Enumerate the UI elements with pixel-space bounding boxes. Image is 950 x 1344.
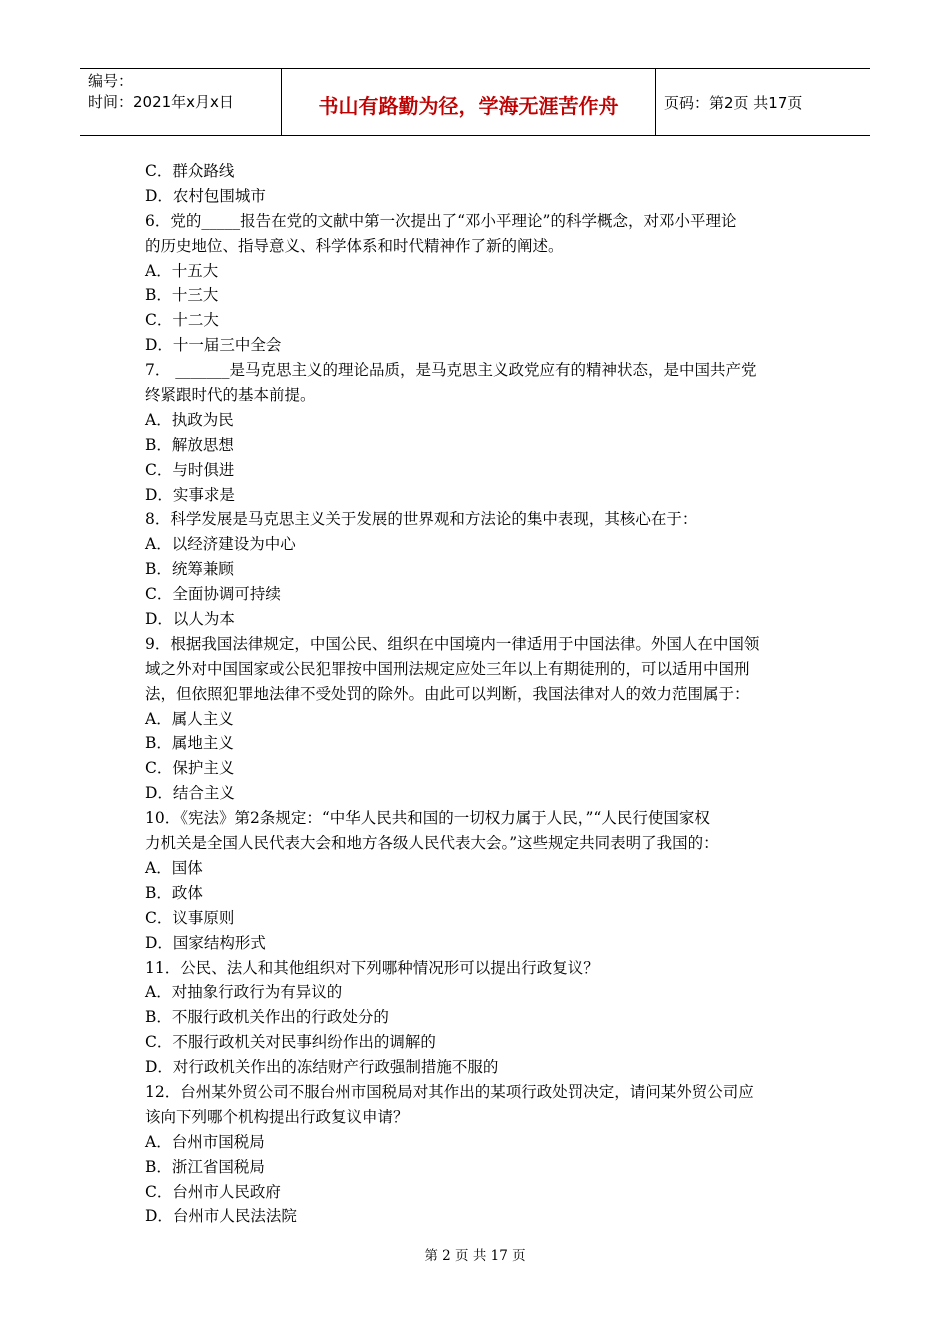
text-line: C．十二大 <box>145 311 219 330</box>
text-line: C．不服行政机关对民事纠纷作出的调解的 <box>145 1033 436 1052</box>
text-line: 9．根据我国法律规定，中国公民、组织在中国境内一律适用于中国法律。外国人在中国领 <box>145 634 760 653</box>
text-line: C．全面协调可持续 <box>145 585 281 604</box>
text-line: D．结合主义 <box>145 784 235 803</box>
text-line: 12．台州某外贸公司不服台州市国税局对其作出的某项行政处罚决定，请问某外贸公司应 <box>145 1082 754 1101</box>
text-line: 10．《宪法》第2条规定：“中华人民共和国的一切权力属于人民，”“人民行使国家权 <box>145 809 710 828</box>
text-line: C．台州市人民政府 <box>145 1182 281 1201</box>
text-line: C．与时俱进 <box>145 460 235 479</box>
text-line: 6．党的_____报告在党的文献中第一次提出了“邓小平理论”的科学概念，对邓小平理论 <box>145 211 737 230</box>
text-line: 该向下列哪个机构提出行政复议申请？ <box>145 1107 409 1126</box>
text-line: A．十五大 <box>145 261 219 280</box>
page-header <box>80 68 870 136</box>
page-footer: 第 2 页 共 17 页 <box>424 1248 526 1264</box>
text-line: A．台州市国税局 <box>145 1132 265 1151</box>
text-line: B．不服行政机关作出的行政处分的 <box>145 1008 389 1027</box>
text-line: B．浙江省国税局 <box>145 1157 265 1176</box>
text-line: 的历史地位、指导意义、科学体系和时代精神作了新的阐述。 <box>145 236 564 255</box>
text-line: 法，但依照犯罪地法律不受处罚的除外。由此可以判断，我国法律对人的效力范围属于： <box>145 684 750 703</box>
text-line: D．以人为本 <box>145 610 235 629</box>
text-line: 8．科学发展是马克思主义关于发展的世界观和方法论的集中表现，其核心在于： <box>145 510 698 529</box>
text-line: D．对行政机关作出的冻结财产行政强制措施不服的 <box>145 1058 499 1077</box>
text-line: 终紧跟时代的基本前提。 <box>145 386 316 405</box>
text-line: A．国体 <box>145 858 203 877</box>
text-line: B．解放思想 <box>145 435 234 454</box>
document-body <box>145 159 810 1229</box>
text-line: B．十三大 <box>145 286 219 305</box>
text-line: B．统筹兼顾 <box>145 560 234 579</box>
text-line: D．国家结构形式 <box>145 933 266 952</box>
text-line: A．以经济建设为中心 <box>145 535 296 554</box>
text-line: D．实事求是 <box>145 485 235 504</box>
text-line: A．属人主义 <box>145 709 234 728</box>
text-line: 11．公民、法人和其他组织对下列哪种情况形可以提出行政复议？ <box>145 958 599 977</box>
header-page-info: 页码：第2页 共17页 <box>664 93 803 112</box>
text-line: A．对抽象行政行为有异议的 <box>145 983 343 1002</box>
text-line: A．执政为民 <box>145 410 234 429</box>
header-meta <box>80 69 282 135</box>
document-time-label: 时间：2021年x月x日 <box>88 93 234 111</box>
header-motto: 书山有路勤为径，学海无涯苦作舟 <box>282 69 656 135</box>
document-number-label: 编号： <box>88 72 134 90</box>
text-line: 7． _______是马克思主义的理论品质，是马克思主义政党应有的精神状态，是中国共产党 <box>145 361 757 380</box>
text-line: B．属地主义 <box>145 734 234 753</box>
text-line: B．政体 <box>145 883 203 902</box>
text-line: D．台州市人民法法院 <box>145 1207 297 1226</box>
text-line: 力机关是全国人民代表大会和地方各级人民代表大会。”这些规定共同表明了我国的： <box>145 834 719 853</box>
text-line: D．农村包围城市 <box>145 186 266 205</box>
text-line: C．议事原则 <box>145 908 235 927</box>
text-line: C．群众路线 <box>145 162 235 180</box>
text-line: C．保护主义 <box>145 759 235 778</box>
text-line: 域之外对中国国家或公民犯罪按中国刑法规定应处三年以上有期徒刑的，可以适用中国刑 <box>145 659 750 678</box>
text-line: D．十一届三中全会 <box>145 336 282 355</box>
